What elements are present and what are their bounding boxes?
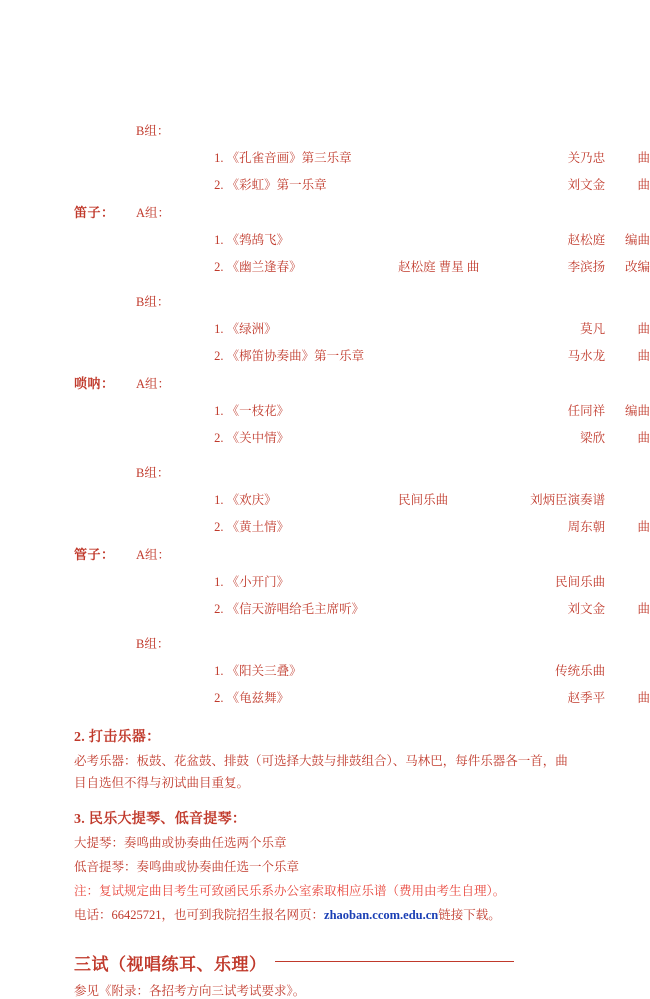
piece-author: 关乃忠 bbox=[567, 151, 606, 165]
piece-mid: 民间乐曲 bbox=[398, 493, 449, 507]
group-label: A组： bbox=[136, 377, 171, 391]
document-content bbox=[0, 118, 650, 999]
piece-author: 李滨扬 bbox=[567, 260, 606, 274]
piece-role: 改编 bbox=[625, 260, 650, 274]
contact-suffix-text: 链接下载。 bbox=[438, 908, 501, 922]
piece-row bbox=[0, 658, 650, 685]
piece-role: 曲 bbox=[637, 151, 650, 165]
piece-author: 刘炳臣演奏谱 bbox=[530, 493, 606, 507]
score-request-note: 注：复试规定曲目考生可致函民乐系办公室索取相应乐谱（费用由考生自理）。 bbox=[74, 884, 506, 898]
contact-line bbox=[74, 904, 574, 926]
piece-author: 周东朝 bbox=[567, 520, 606, 534]
piece-role: 曲 bbox=[637, 602, 650, 616]
piece-author: 马水龙 bbox=[567, 349, 606, 363]
piece-row bbox=[0, 487, 650, 514]
piece-author: 刘文金 bbox=[567, 178, 606, 192]
piece-row bbox=[0, 569, 650, 596]
piece-role: 曲 bbox=[637, 178, 650, 192]
group-row bbox=[0, 370, 650, 398]
piece-row bbox=[0, 172, 650, 199]
piece-author: 莫凡 bbox=[580, 322, 606, 336]
zhaoban-link[interactable]: zhaoban.ccom.edu.cn bbox=[324, 908, 439, 922]
piece-title: 1. 《欢庆》 bbox=[214, 493, 277, 507]
group-label: B组： bbox=[136, 124, 170, 138]
group-label: B组： bbox=[136, 295, 170, 309]
piece-title: 2. 《黄土情》 bbox=[214, 520, 290, 534]
instrument-label: 笛子： bbox=[74, 205, 115, 220]
piece-author: 赵松庭 bbox=[567, 233, 606, 247]
group-label: A组： bbox=[136, 548, 171, 562]
section-heading-percussion: 2. 打击乐器： bbox=[74, 730, 161, 745]
piece-author: 民间乐曲 bbox=[555, 575, 606, 589]
piece-role: 曲 bbox=[637, 691, 650, 705]
group-row bbox=[0, 289, 650, 316]
instrument-block bbox=[0, 118, 650, 712]
piece-role: 曲 bbox=[637, 431, 650, 445]
cello-line: 大提琴：奏鸣曲或协奏曲任选两个乐章 bbox=[74, 836, 287, 850]
title-rule bbox=[275, 961, 515, 962]
final-exam-title-row bbox=[74, 950, 514, 975]
group-row bbox=[0, 118, 650, 145]
piece-row bbox=[0, 316, 650, 343]
piece-role: 编曲 bbox=[625, 233, 650, 247]
piece-mid: 赵松庭 曹星 曲 bbox=[398, 260, 480, 274]
piece-title: 2. 《梆笛协奏曲》第一乐章 bbox=[214, 349, 365, 363]
piece-author: 任同祥 bbox=[567, 404, 606, 418]
piece-row bbox=[0, 398, 650, 425]
final-exam-body: 参见《附录：各招考方向三试考试要求》。 bbox=[74, 984, 306, 998]
piece-row bbox=[0, 596, 650, 623]
piece-role: 曲 bbox=[637, 322, 650, 336]
piece-title: 2. 《彩虹》第一乐章 bbox=[214, 178, 327, 192]
section-heading-strings: 3. 民乐大提琴、低音提琴： bbox=[74, 812, 247, 827]
piece-row bbox=[0, 227, 650, 254]
piece-row bbox=[0, 145, 650, 172]
piece-title: 1. 《小开门》 bbox=[214, 575, 290, 589]
contact-phone-text: 电话：66425721，也可到我院招生报名网页： bbox=[74, 908, 325, 922]
group-row bbox=[0, 631, 650, 658]
piece-row bbox=[0, 514, 650, 541]
piece-author: 梁欣 bbox=[580, 431, 606, 445]
instrument-label: 唢呐： bbox=[74, 376, 115, 391]
piece-title: 1. 《阳关三叠》 bbox=[214, 664, 302, 678]
piece-role: 曲 bbox=[637, 349, 650, 363]
piece-title: 2. 《幽兰逢春》 bbox=[214, 260, 302, 274]
piece-row bbox=[0, 425, 650, 452]
group-label: A组： bbox=[136, 206, 171, 220]
group-label: B组： bbox=[136, 466, 170, 480]
piece-title: 2. 《信天游唱给毛主席听》 bbox=[214, 602, 365, 616]
piece-title: 2. 《关中情》 bbox=[214, 431, 290, 445]
final-exam-title: 三试（视唱练耳、乐理） bbox=[74, 955, 267, 974]
piece-title: 2. 《龟兹舞》 bbox=[214, 691, 290, 705]
piece-title: 1. 《一枝花》 bbox=[214, 404, 290, 418]
piece-role: 编曲 bbox=[625, 404, 650, 418]
piece-role: 曲 bbox=[637, 520, 650, 534]
group-row bbox=[0, 199, 650, 227]
piece-title: 1. 《孔雀音画》第三乐章 bbox=[214, 151, 352, 165]
piece-title: 1. 《鹁鸪飞》 bbox=[214, 233, 290, 247]
piece-author: 刘文金 bbox=[567, 602, 606, 616]
instrument-label: 管子： bbox=[74, 547, 115, 562]
piece-author: 传统乐曲 bbox=[555, 664, 606, 678]
piece-row bbox=[0, 685, 650, 712]
percussion-paragraph: 必考乐器：板鼓、花盆鼓、排鼓（可选择大鼓与排鼓组合）、马林巴，每件乐器各一首，曲目自选但不得与初试曲目重复。 bbox=[74, 754, 568, 790]
group-label: B组： bbox=[136, 637, 170, 651]
section-body-strings bbox=[74, 832, 574, 926]
group-row bbox=[0, 541, 650, 569]
piece-title: 1. 《绿洲》 bbox=[214, 322, 277, 336]
piece-row bbox=[0, 254, 650, 281]
doublebass-line: 低音提琴：奏鸣曲或协奏曲任选一个乐章 bbox=[74, 860, 300, 874]
group-row bbox=[0, 460, 650, 487]
section-body-percussion bbox=[74, 750, 574, 794]
piece-row bbox=[0, 343, 650, 370]
piece-author: 赵季平 bbox=[567, 691, 606, 705]
